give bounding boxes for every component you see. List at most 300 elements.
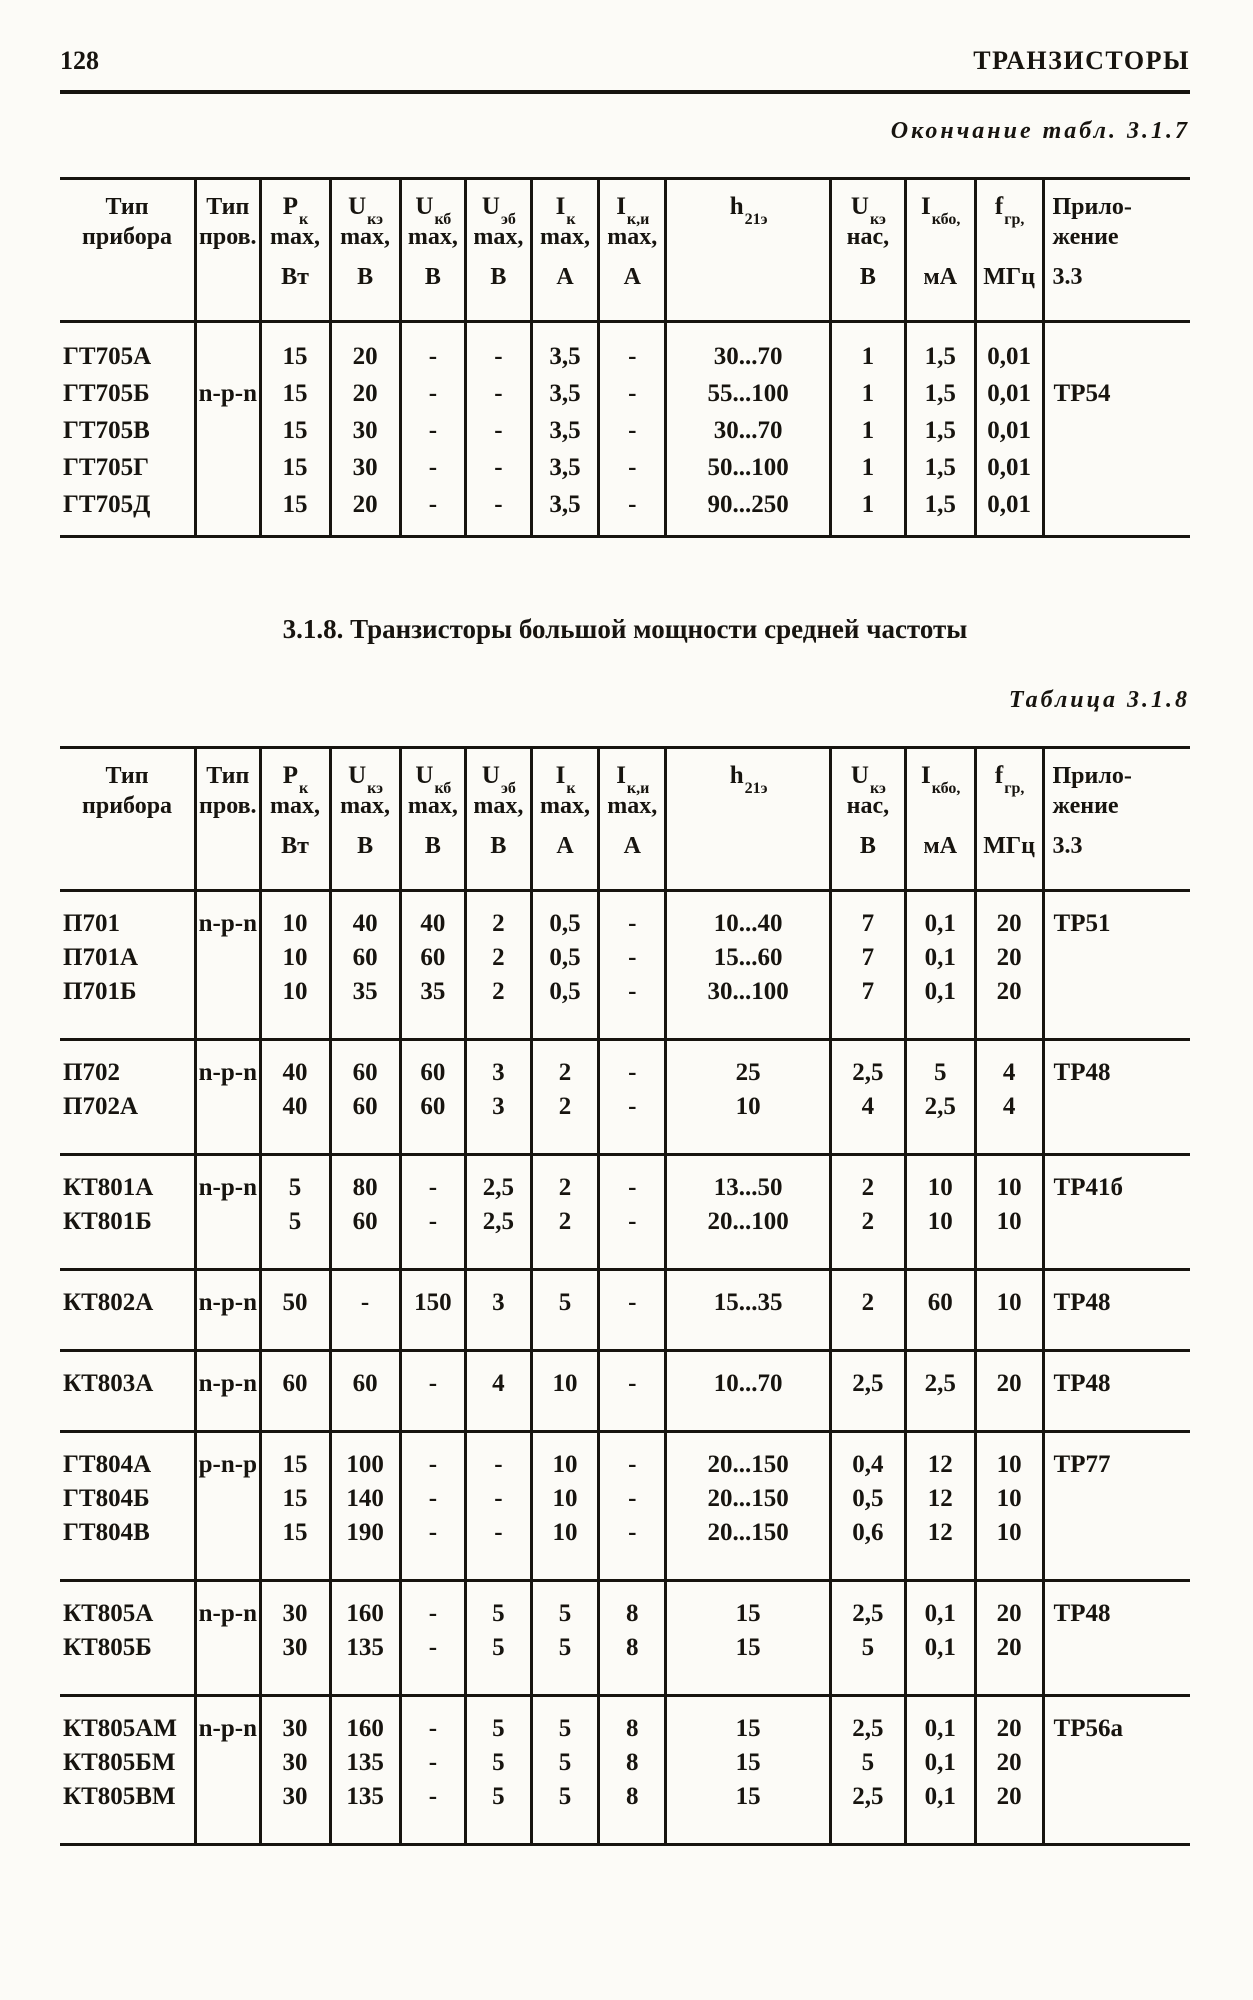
header-cell-content <box>907 749 974 889</box>
col-header-ueb <box>466 748 532 891</box>
cell-ukenas: 2,5 <box>831 1040 906 1091</box>
table-row <box>60 1581 1190 1632</box>
header-cell-content <box>467 749 530 889</box>
cell-fgr: 20 <box>975 1746 1043 1780</box>
cell-ueb: - <box>466 322 532 376</box>
cell-uke: 60 <box>330 1090 400 1155</box>
cell-pk: 40 <box>260 1040 330 1091</box>
header-unit: МГц <box>983 833 1035 859</box>
cell-uke: 100 <box>330 1432 400 1483</box>
quantity-symbol: I <box>555 193 566 220</box>
table2-group-1 <box>60 891 1190 1040</box>
quantity-subscript: кб <box>434 779 452 797</box>
cell-app: ТР48 <box>1043 1351 1190 1432</box>
cell-uke: 30 <box>330 449 400 486</box>
quantity-subscript: к <box>566 210 576 228</box>
table-row <box>60 891 1190 942</box>
cell-fgr: 20 <box>975 1696 1043 1747</box>
header-cell-content <box>332 749 399 889</box>
cell-iki: - <box>599 449 666 486</box>
header-line-2: max, <box>607 793 658 819</box>
cell-prov <box>196 1205 260 1270</box>
cell-pk: 10 <box>260 891 330 942</box>
header-cell-content <box>262 749 329 889</box>
cell-h21e: 25 <box>666 1040 831 1091</box>
quantity-symbol: U <box>415 193 434 220</box>
quantity-subscript: к <box>299 210 309 228</box>
header-line-1 <box>994 761 1025 797</box>
cell-iki: 8 <box>599 1780 666 1845</box>
col-header-ikbo <box>905 179 975 322</box>
header-row <box>60 179 1190 322</box>
quantity-symbol: U <box>348 193 367 220</box>
cell-h21e: 10...70 <box>666 1351 831 1432</box>
header-line-2: прибора <box>82 793 173 819</box>
cell-ueb: - <box>466 375 532 412</box>
col-header-h21e <box>666 748 831 891</box>
cell-fgr: 0,01 <box>975 486 1043 537</box>
cell-prov <box>196 975 260 1040</box>
header-cell-content <box>262 180 329 320</box>
cell-ikbo: 0,1 <box>905 975 975 1040</box>
cell-iki: - <box>599 891 666 942</box>
cell-uke: 135 <box>330 1631 400 1696</box>
cell-uke: 60 <box>330 941 400 975</box>
header-cell-content <box>1045 180 1190 320</box>
header-line-1 <box>616 192 650 228</box>
cell-ukenas: 5 <box>831 1631 906 1696</box>
cell-type: ГТ804Б <box>63 1485 150 1512</box>
header-line-2: max, <box>607 224 658 250</box>
cell-ukenas: 7 <box>831 891 906 942</box>
quantity-subscript: 21э <box>744 210 768 228</box>
cell-ukb: - <box>400 1432 466 1483</box>
col-header-h21e <box>666 179 831 322</box>
quantity-subscript: к <box>299 779 309 797</box>
header-line-1 <box>921 192 961 228</box>
cell-uke: 160 <box>330 1696 400 1747</box>
cell-ik: 5 <box>531 1780 599 1845</box>
cell-type: КТ801Б <box>63 1208 152 1235</box>
cell-ik: 2 <box>531 1155 599 1206</box>
cell-prov <box>196 486 260 537</box>
cell-h21e: 20...150 <box>666 1432 831 1483</box>
col-header-type <box>60 179 196 322</box>
quantity-subscript: кбо, <box>931 210 961 228</box>
section-heading: 3.1.8. Транзисторы большой мощности средней частоты <box>282 614 968 644</box>
cell-ik: 5 <box>531 1696 599 1747</box>
cell-ikbo: 12 <box>905 1432 975 1483</box>
header-unit: МГц <box>983 264 1035 290</box>
header-line-1 <box>348 192 384 228</box>
table-row <box>60 322 1190 376</box>
running-head <box>60 46 1190 76</box>
cell-ikbo: 1,5 <box>905 322 975 376</box>
cell-h21e: 13...50 <box>666 1155 831 1206</box>
cell-type: КТ805АМ <box>60 1696 196 1747</box>
cell-app <box>1043 1780 1190 1845</box>
cell-pk: 15 <box>260 412 330 449</box>
header-cell-content <box>197 749 258 889</box>
header-rule <box>60 90 1190 94</box>
cell-ukb: - <box>400 1351 466 1432</box>
col-header-uke <box>330 748 400 891</box>
cell-app <box>1043 1482 1190 1516</box>
header-line-1 <box>616 761 650 797</box>
cell-app: ТР56а <box>1043 1696 1190 1747</box>
quantity-subscript: к <box>566 779 576 797</box>
header-cell-content <box>1045 749 1190 889</box>
cell-iki: - <box>599 1040 666 1091</box>
header-cell-content <box>600 180 664 320</box>
cell-fgr: 10 <box>975 1482 1043 1516</box>
cell-prov <box>196 1780 260 1845</box>
cell-h21e: 50...100 <box>666 449 831 486</box>
header-unit: мА <box>923 833 958 859</box>
cell-app <box>1043 1631 1190 1696</box>
cell-ukb: - <box>400 1205 466 1270</box>
table-header <box>60 748 1190 891</box>
table-row <box>60 412 1190 449</box>
cell-type: КТ805ВМ <box>63 1783 176 1810</box>
col-header-ikbo <box>905 748 975 891</box>
cell-ik: 3,5 <box>531 375 599 412</box>
cell-ikbo: 0,1 <box>905 891 975 942</box>
cell-type: ГТ705Д <box>63 491 151 518</box>
cell-fgr: 10 <box>975 1270 1043 1351</box>
cell-h21e: 55...100 <box>666 375 831 412</box>
cell-ikbo: 0,1 <box>905 1780 975 1845</box>
cell-uke: 140 <box>330 1482 400 1516</box>
header-line-1 <box>729 192 768 228</box>
header-cell-content <box>60 749 194 889</box>
cell-pk: 30 <box>260 1581 330 1632</box>
quantity-symbol: I <box>616 762 626 789</box>
table2-group-3 <box>60 1155 1190 1270</box>
cell-iki: - <box>599 1155 666 1206</box>
cell-ik: 5 <box>531 1270 599 1351</box>
quantity-symbol: f <box>994 762 1004 789</box>
cell-type: П702 <box>60 1040 196 1091</box>
cell-ikbo: 0,1 <box>905 1581 975 1632</box>
cell-fgr: 20 <box>975 975 1043 1040</box>
cell-ukenas: 1 <box>831 449 906 486</box>
cell-ik: 3,5 <box>531 322 599 376</box>
quantity-symbol: f <box>994 193 1004 220</box>
cell-uke: 20 <box>330 486 400 537</box>
page-number: 128 <box>60 46 99 75</box>
header-line-1 <box>850 192 886 228</box>
header-unit: мА <box>923 264 958 290</box>
cell-ikbo: 0,1 <box>905 1696 975 1747</box>
header-line-2: max, <box>270 224 321 250</box>
cell-ikbo: 1,5 <box>905 412 975 449</box>
cell-uke: 160 <box>330 1581 400 1632</box>
cell-ukb: - <box>400 1631 466 1696</box>
header-line-2: жение <box>1052 224 1119 250</box>
quantity-symbol: h <box>729 762 744 789</box>
cell-ueb: - <box>466 1432 532 1483</box>
cell-type: П702А <box>63 1093 138 1120</box>
cell-ueb: - <box>466 1482 532 1516</box>
quantity-symbol: I <box>921 193 931 220</box>
cell-uke: 60 <box>330 1040 400 1091</box>
cell-type: КТ801А <box>60 1155 196 1206</box>
table-row <box>60 1432 1190 1483</box>
cell-pk: 40 <box>260 1090 330 1155</box>
cell-ukenas: 2,5 <box>831 1351 906 1432</box>
col-header-app <box>1043 748 1190 891</box>
table2-caption: Таблица 3.1.8 <box>1008 687 1190 713</box>
quantity-symbol: U <box>481 193 500 220</box>
cell-h21e: 10...40 <box>666 891 831 942</box>
cell-fgr: 20 <box>975 1351 1043 1432</box>
table1-caption: Окончание табл. 3.1.7 <box>890 118 1190 144</box>
quantity-subscript: к,и <box>626 210 650 228</box>
cell-h21e: 30...70 <box>666 412 831 449</box>
table-row <box>60 1696 1190 1747</box>
cell-ik: 10 <box>531 1351 599 1432</box>
table-row <box>60 1746 1190 1780</box>
col-header-iki <box>599 179 666 322</box>
table-row <box>60 975 1190 1040</box>
col-header-fgr <box>975 179 1043 322</box>
cell-h21e: 15 <box>666 1746 831 1780</box>
cell-fgr: 20 <box>975 1581 1043 1632</box>
quantity-subscript: кэ <box>869 210 886 228</box>
cell-iki: - <box>599 375 666 412</box>
cell-iki: - <box>599 1432 666 1483</box>
cell-ikbo: 12 <box>905 1482 975 1516</box>
header-line-1 <box>921 761 961 797</box>
cell-prov: n-p-n <box>196 1040 260 1091</box>
table-row <box>60 1516 1190 1581</box>
quantity-subscript: кбо, <box>931 779 961 797</box>
header-unit: 3.3 <box>1052 833 1083 859</box>
cell-ik: 3,5 <box>531 486 599 537</box>
cell-ueb: 2 <box>466 891 532 942</box>
cell-app: ТР41б <box>1043 1155 1190 1206</box>
cell-ueb: 2,5 <box>466 1155 532 1206</box>
cell-pk: 5 <box>260 1155 330 1206</box>
cell-ukenas: 7 <box>831 975 906 1040</box>
cell-type: КТ802А <box>60 1270 196 1351</box>
cell-ukenas: 1 <box>831 375 906 412</box>
cell-uke: 20 <box>330 322 400 376</box>
cell-iki: - <box>599 1516 666 1581</box>
cell-uke: 135 <box>330 1780 400 1845</box>
cell-ikbo: 2,5 <box>905 1351 975 1432</box>
table-row <box>60 941 1190 975</box>
header-cell-content <box>832 180 904 320</box>
cell-ik: 5 <box>531 1631 599 1696</box>
cell-app <box>1043 1090 1190 1155</box>
cell-prov <box>196 449 260 486</box>
cell-prov: n-p-n <box>196 1351 260 1432</box>
quantity-symbol: I <box>616 193 626 220</box>
quantity-symbol: P <box>282 762 299 789</box>
cell-app <box>1043 975 1190 1040</box>
col-header-type <box>60 748 196 891</box>
cell-fgr: 4 <box>975 1040 1043 1091</box>
quantity-subscript: гр, <box>1004 210 1025 228</box>
col-header-fgr <box>975 748 1043 891</box>
header-line-2: max, <box>473 793 524 819</box>
quantity-subscript: кэ <box>367 210 384 228</box>
cell-type: ГТ804В <box>63 1519 150 1546</box>
cell-pk: 15 <box>260 1516 330 1581</box>
quantity-symbol: U <box>415 762 434 789</box>
cell-ueb: - <box>466 1516 532 1581</box>
header-line-1 <box>415 192 452 228</box>
header-line-1 <box>415 761 452 797</box>
cell-uke: 30 <box>330 412 400 449</box>
table-row <box>60 1482 1190 1516</box>
cell-ukb: 35 <box>400 975 466 1040</box>
table-row <box>60 1780 1190 1845</box>
header-line-2: max, <box>407 793 458 819</box>
cell-ik: 10 <box>531 1432 599 1483</box>
cell-ukenas: 0,5 <box>831 1482 906 1516</box>
cell-ukb: - <box>400 412 466 449</box>
header-unit: В <box>859 264 876 290</box>
header-line-1: Прило- <box>1052 194 1132 220</box>
header-line-2: max, <box>473 224 524 250</box>
header-unit: В <box>424 833 441 859</box>
header-unit: В <box>357 264 374 290</box>
quantity-subscript: эб <box>500 779 516 797</box>
cell-prov: n-p-n <box>196 375 260 412</box>
header-line-1: Тип <box>206 763 250 789</box>
cell-ikbo: 0,1 <box>905 941 975 975</box>
header-unit: А <box>623 833 641 859</box>
header-line-1 <box>994 192 1025 228</box>
header-cell-content <box>402 180 465 320</box>
cell-ukenas: 5 <box>831 1746 906 1780</box>
cell-ueb: 5 <box>466 1696 532 1747</box>
cell-ukenas: 2,5 <box>831 1780 906 1845</box>
cell-ikbo: 1,5 <box>905 449 975 486</box>
cell-h21e: 15...60 <box>666 941 831 975</box>
cell-app <box>1043 322 1190 376</box>
cell-ik: 0,5 <box>531 941 599 975</box>
cell-pk: 10 <box>260 975 330 1040</box>
cell-ueb: 3 <box>466 1270 532 1351</box>
cell-ikbo: 1,5 <box>905 375 975 412</box>
header-cell-content <box>907 180 974 320</box>
cell-h21e: 10 <box>666 1090 831 1155</box>
header-line-1: Тип <box>206 194 250 220</box>
header-line-2: нас, <box>846 224 890 250</box>
header-line-1: Тип <box>105 763 149 789</box>
col-header-pk <box>260 179 330 322</box>
cell-uke: 35 <box>330 975 400 1040</box>
cell-ukenas: 1 <box>831 412 906 449</box>
cell-uke: - <box>330 1270 400 1351</box>
cell-pk: 30 <box>260 1696 330 1747</box>
header-line-2: жение <box>1052 793 1119 819</box>
col-header-ukb <box>400 748 466 891</box>
cell-pk: 15 <box>260 1432 330 1483</box>
cell-ueb: 5 <box>466 1746 532 1780</box>
cell-h21e: 15 <box>666 1696 831 1747</box>
cell-iki: 8 <box>599 1746 666 1780</box>
cell-pk: 15 <box>260 486 330 537</box>
cell-iki: - <box>599 1482 666 1516</box>
cell-pk: 5 <box>260 1205 330 1270</box>
header-line-1 <box>282 192 309 228</box>
cell-h21e: 30...100 <box>666 975 831 1040</box>
cell-app: ТР77 <box>1043 1432 1190 1483</box>
cell-ueb: 2 <box>466 975 532 1040</box>
cell-ukenas: 2 <box>831 1270 906 1351</box>
cell-fgr: 0,01 <box>975 449 1043 486</box>
header-line-2: прибора <box>82 224 173 250</box>
cell-pk: 30 <box>260 1780 330 1845</box>
table-row <box>60 1205 1190 1270</box>
cell-pk: 60 <box>260 1351 330 1432</box>
transistor-table-3-1-8 <box>60 746 1190 1846</box>
cell-ik: 5 <box>531 1581 599 1632</box>
cell-fgr: 0,01 <box>975 322 1043 376</box>
cell-ukb: 60 <box>400 1090 466 1155</box>
cell-h21e: 15 <box>666 1631 831 1696</box>
cell-type: КТ805БМ <box>63 1749 176 1776</box>
cell-ueb: 2 <box>466 941 532 975</box>
cell-type: КТ803А <box>60 1351 196 1432</box>
header-line-2: max, <box>340 224 391 250</box>
cell-h21e: 20...150 <box>666 1516 831 1581</box>
table-row <box>60 1090 1190 1155</box>
cell-ueb: 5 <box>466 1631 532 1696</box>
cell-type: ГТ705В <box>63 417 150 444</box>
cell-prov <box>196 1516 260 1581</box>
cell-ukb: - <box>400 1482 466 1516</box>
cell-prov <box>196 322 260 376</box>
transistor-table-3-1-7 <box>60 177 1190 538</box>
cell-app: ТР48 <box>1043 1581 1190 1632</box>
cell-ukenas: 2,5 <box>831 1581 906 1632</box>
cell-fgr: 10 <box>975 1155 1043 1206</box>
table-row <box>60 1631 1190 1696</box>
cell-ukb: 60 <box>400 1040 466 1091</box>
header-line-1 <box>555 192 576 228</box>
table1-group-1 <box>60 322 1190 537</box>
cell-ik: 3,5 <box>531 449 599 486</box>
quantity-symbol: U <box>481 762 500 789</box>
cell-pk: 50 <box>260 1270 330 1351</box>
col-header-iki <box>599 748 666 891</box>
header-line-2: max, <box>407 224 458 250</box>
header-line-1 <box>729 761 768 797</box>
cell-uke: 20 <box>330 375 400 412</box>
cell-uke: 60 <box>330 1351 400 1432</box>
header-cell-content <box>977 749 1042 889</box>
header-line-2: max, <box>270 793 321 819</box>
cell-app <box>1043 486 1190 537</box>
cell-pk: 15 <box>260 375 330 412</box>
quantity-subscript: кб <box>434 210 452 228</box>
header-line-1 <box>348 761 384 797</box>
cell-fgr: 10 <box>975 1205 1043 1270</box>
cell-fgr: 0,01 <box>975 412 1043 449</box>
cell-h21e: 20...150 <box>666 1482 831 1516</box>
cell-prov: n-p-n <box>196 1155 260 1206</box>
quantity-subscript: гр, <box>1004 779 1025 797</box>
cell-ukb: - <box>400 1780 466 1845</box>
col-header-app <box>1043 179 1190 322</box>
table-row <box>60 1351 1190 1432</box>
